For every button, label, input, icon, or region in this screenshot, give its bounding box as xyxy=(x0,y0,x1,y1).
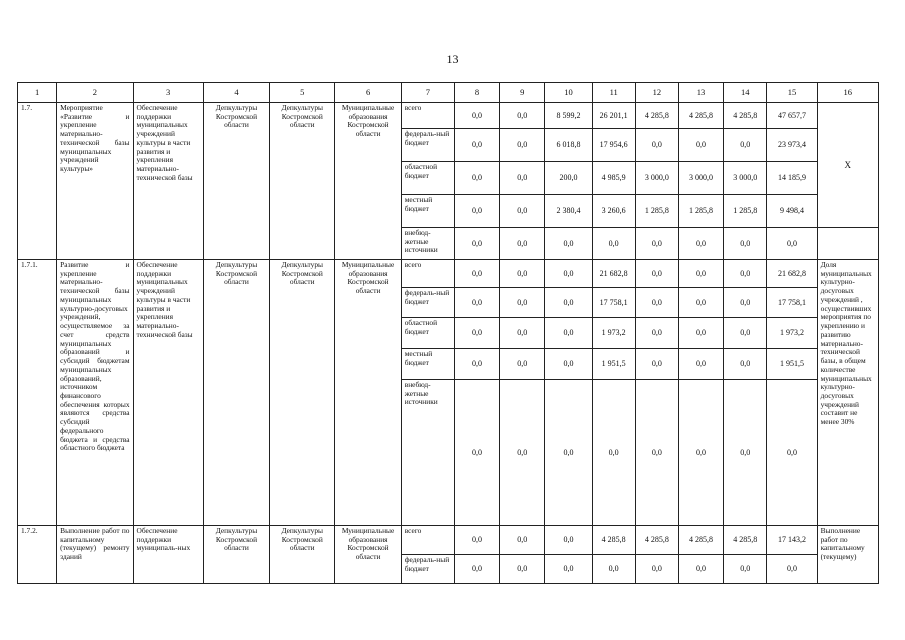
amount-cell: 4 285,8 xyxy=(635,526,678,555)
amount-cell: 0,0 xyxy=(724,228,767,260)
amount-cell: 17 954,6 xyxy=(592,129,635,162)
header-cell: 4 xyxy=(203,83,269,103)
amount-cell: 0,0 xyxy=(635,288,678,318)
header-cell: 16 xyxy=(817,83,878,103)
funding-source: местный бюджет xyxy=(401,195,454,228)
amount-cell: 0,0 xyxy=(454,555,499,584)
amount-cell: 0,0 xyxy=(724,318,767,349)
amount-cell: 4 285,8 xyxy=(592,526,635,555)
amount-cell: 0,0 xyxy=(454,349,499,380)
amount-cell: 0,0 xyxy=(500,228,545,260)
amount-cell: 0,0 xyxy=(500,380,545,526)
amount-cell: 0,0 xyxy=(724,380,767,526)
amount-cell: 21 682,8 xyxy=(767,260,817,288)
event-purpose: Обеспечение поддержки муниципаль-ных xyxy=(133,526,203,584)
amount-cell: 3 000,0 xyxy=(724,162,767,195)
header-cell: 3 xyxy=(133,83,203,103)
amount-cell: 1 285,8 xyxy=(724,195,767,228)
amount-cell: 0,0 xyxy=(724,260,767,288)
funding-source: федераль-ный бюджет xyxy=(401,555,454,584)
amount-cell: 17 758,1 xyxy=(767,288,817,318)
executor: Депкультуры Костромской области xyxy=(203,526,269,584)
amount-cell: 17 143,2 xyxy=(767,526,817,555)
header-cell: 10 xyxy=(545,83,592,103)
amount-cell: 0,0 xyxy=(678,555,723,584)
amount-cell: 0,0 xyxy=(678,228,723,260)
amount-cell: 0,0 xyxy=(500,195,545,228)
recipients: Муниципальные образования Костромской области xyxy=(335,260,401,526)
recipients: Муниципальные образования Костромской области xyxy=(335,103,401,260)
amount-cell: 0,0 xyxy=(724,555,767,584)
amount-cell: 0,0 xyxy=(500,555,545,584)
amount-cell: 4 285,8 xyxy=(724,526,767,555)
header-cell: 15 xyxy=(767,83,817,103)
amount-cell: 3 000,0 xyxy=(635,162,678,195)
empty-cell xyxy=(817,228,878,260)
amount-cell: 0,0 xyxy=(678,349,723,380)
header-cell: 12 xyxy=(635,83,678,103)
amount-cell: 1 951,5 xyxy=(592,349,635,380)
funding-source: всего xyxy=(401,526,454,555)
executor: Депкультуры Костромской области xyxy=(203,103,269,260)
header-cell: 5 xyxy=(270,83,335,103)
page-number: 13 xyxy=(446,52,459,66)
amount-cell: 0,0 xyxy=(767,380,817,526)
header-row xyxy=(18,83,879,103)
amount-cell: 0,0 xyxy=(635,349,678,380)
amount-cell: 2 380,4 xyxy=(545,195,592,228)
amount-cell: 0,0 xyxy=(545,318,592,349)
funding-source: областной бюджет xyxy=(401,318,454,349)
amount-cell: 0,0 xyxy=(635,228,678,260)
amount-cell: 0,0 xyxy=(592,228,635,260)
amount-cell: 200,0 xyxy=(545,162,592,195)
amount-cell: 4 285,8 xyxy=(678,103,723,129)
amount-cell: 17 758,1 xyxy=(592,288,635,318)
amount-cell: 3 260,6 xyxy=(592,195,635,228)
header-cell: 14 xyxy=(724,83,767,103)
table-row xyxy=(18,526,879,555)
amount-cell: 0,0 xyxy=(545,349,592,380)
amount-cell: 8 599,2 xyxy=(545,103,592,129)
funding-source: областной бюджет xyxy=(401,162,454,195)
result-indicator: Доля муниципальных культурно-досуговых учреждений , осуществивших мероприятия по укреплению и развитию материально-технической базы, в общем количестве муниципальных культурно-досуговых учреждений составит не менее 30% xyxy=(817,260,878,526)
amount-cell: 1 973,2 xyxy=(592,318,635,349)
amount-cell: 0,0 xyxy=(500,526,545,555)
result-indicator: Х xyxy=(817,103,878,228)
amount-cell: 4 285,8 xyxy=(678,526,723,555)
header-cell: 2 xyxy=(57,83,133,103)
header-cell: 8 xyxy=(454,83,499,103)
amount-cell: 0,0 xyxy=(678,288,723,318)
executor: Депкультуры Костромской области xyxy=(203,260,269,526)
amount-cell: 0,0 xyxy=(545,288,592,318)
amount-cell: 0,0 xyxy=(500,260,545,288)
funding-source: федераль-ный бюджет xyxy=(401,129,454,162)
amount-cell: 0,0 xyxy=(724,288,767,318)
amount-cell: 0,0 xyxy=(635,555,678,584)
item-number: 1.7.2. xyxy=(18,526,57,584)
event-name: Выполнение работ по капитальному (текущему) ремонту зданий xyxy=(57,526,133,584)
amount-cell: 0,0 xyxy=(592,555,635,584)
amount-cell: 0,0 xyxy=(678,380,723,526)
amount-cell: 4 285,8 xyxy=(724,103,767,129)
amount-cell: 0,0 xyxy=(454,162,499,195)
amount-cell: 0,0 xyxy=(500,129,545,162)
amount-cell: 0,0 xyxy=(678,129,723,162)
amount-cell: 0,0 xyxy=(454,228,499,260)
amount-cell: 3 000,0 xyxy=(678,162,723,195)
amount-cell: 0,0 xyxy=(767,555,817,584)
header-cell: 6 xyxy=(335,83,401,103)
funding-source: внебюд-жетные источники xyxy=(401,228,454,260)
header-cell: 13 xyxy=(678,83,723,103)
amount-cell: 0,0 xyxy=(545,228,592,260)
amount-cell: 26 201,1 xyxy=(592,103,635,129)
amount-cell: 0,0 xyxy=(635,318,678,349)
amount-cell: 1 973,2 xyxy=(767,318,817,349)
header-cell: 11 xyxy=(592,83,635,103)
amount-cell: 0,0 xyxy=(635,380,678,526)
amount-cell: 0,0 xyxy=(500,162,545,195)
recipients: Муниципальные образования Костромской области xyxy=(335,526,401,584)
amount-cell: 1 951,5 xyxy=(767,349,817,380)
item-number: 1.7.1. xyxy=(18,260,57,526)
amount-cell: 0,0 xyxy=(454,103,499,129)
amount-cell: 0,0 xyxy=(500,318,545,349)
amount-cell: 0,0 xyxy=(545,380,592,526)
amount-cell: 0,0 xyxy=(500,103,545,129)
event-purpose: Обеспечение поддержки муниципальных учреждений культуры в части развития и укрепления материально-технической базы xyxy=(133,103,203,260)
amount-cell: 0,0 xyxy=(545,555,592,584)
amount-cell: 0,0 xyxy=(454,260,499,288)
amount-cell: 14 185,9 xyxy=(767,162,817,195)
table-row xyxy=(18,103,879,129)
amount-cell: 0,0 xyxy=(678,318,723,349)
amount-cell: 0,0 xyxy=(454,129,499,162)
amount-cell: 0,0 xyxy=(724,129,767,162)
amount-cell: 23 973,4 xyxy=(767,129,817,162)
customer: Депкультуры Костромской области xyxy=(270,526,335,584)
amount-cell: 9 498,4 xyxy=(767,195,817,228)
event-purpose: Обеспечение поддержки муниципальных учреждений культуры в части развития и укрепления материально-технической базы xyxy=(133,260,203,526)
amount-cell: 0,0 xyxy=(592,380,635,526)
amount-cell: 47 657,7 xyxy=(767,103,817,129)
budget-table xyxy=(17,82,879,584)
header-cell: 9 xyxy=(500,83,545,103)
amount-cell: 0,0 xyxy=(678,260,723,288)
amount-cell: 1 285,8 xyxy=(635,195,678,228)
amount-cell: 0,0 xyxy=(454,318,499,349)
amount-cell: 0,0 xyxy=(500,349,545,380)
amount-cell: 0,0 xyxy=(454,526,499,555)
result-indicator: Выполнение работ по капитальному (текущему) xyxy=(817,526,878,584)
amount-cell: 0,0 xyxy=(454,380,499,526)
amount-cell: 0,0 xyxy=(635,129,678,162)
funding-source: внебюд-жетные источники xyxy=(401,380,454,526)
funding-source: всего xyxy=(401,260,454,288)
item-number: 1.7. xyxy=(18,103,57,260)
amount-cell: 0,0 xyxy=(724,349,767,380)
funding-source: федераль-ный бюджет xyxy=(401,288,454,318)
amount-cell: 1 285,8 xyxy=(678,195,723,228)
amount-cell: 0,0 xyxy=(454,288,499,318)
funding-source: всего xyxy=(401,103,454,129)
amount-cell: 0,0 xyxy=(635,260,678,288)
amount-cell: 0,0 xyxy=(767,228,817,260)
amount-cell: 0,0 xyxy=(454,195,499,228)
amount-cell: 0,0 xyxy=(545,260,592,288)
event-name: Развитие и укрепление материально-технической базы муниципальных культурно-досуговых учреждений, осуществляемое за счет средств муниципальных образований и субсидий бюджетам муниципальных образований, источником финансового обеспечения которых являются средства субсидий федерального бюджета и средства областного бюджета xyxy=(57,260,133,526)
amount-cell: 0,0 xyxy=(545,526,592,555)
amount-cell: 4 285,8 xyxy=(635,103,678,129)
amount-cell: 6 018,8 xyxy=(545,129,592,162)
amount-cell: 0,0 xyxy=(500,288,545,318)
customer: Депкультуры Костромской области xyxy=(270,260,335,526)
funding-source: местный бюджет xyxy=(401,349,454,380)
event-name: Мероприятие «Развитие и укрепление материально-технической базы муниципальных учреждений культуры» xyxy=(57,103,133,260)
amount-cell: 21 682,8 xyxy=(592,260,635,288)
amount-cell: 4 985,9 xyxy=(592,162,635,195)
customer: Депкультуры Костромской области xyxy=(270,103,335,260)
header-cell: 7 xyxy=(401,83,454,103)
header-cell: 1 xyxy=(18,83,57,103)
table-row xyxy=(18,260,879,288)
